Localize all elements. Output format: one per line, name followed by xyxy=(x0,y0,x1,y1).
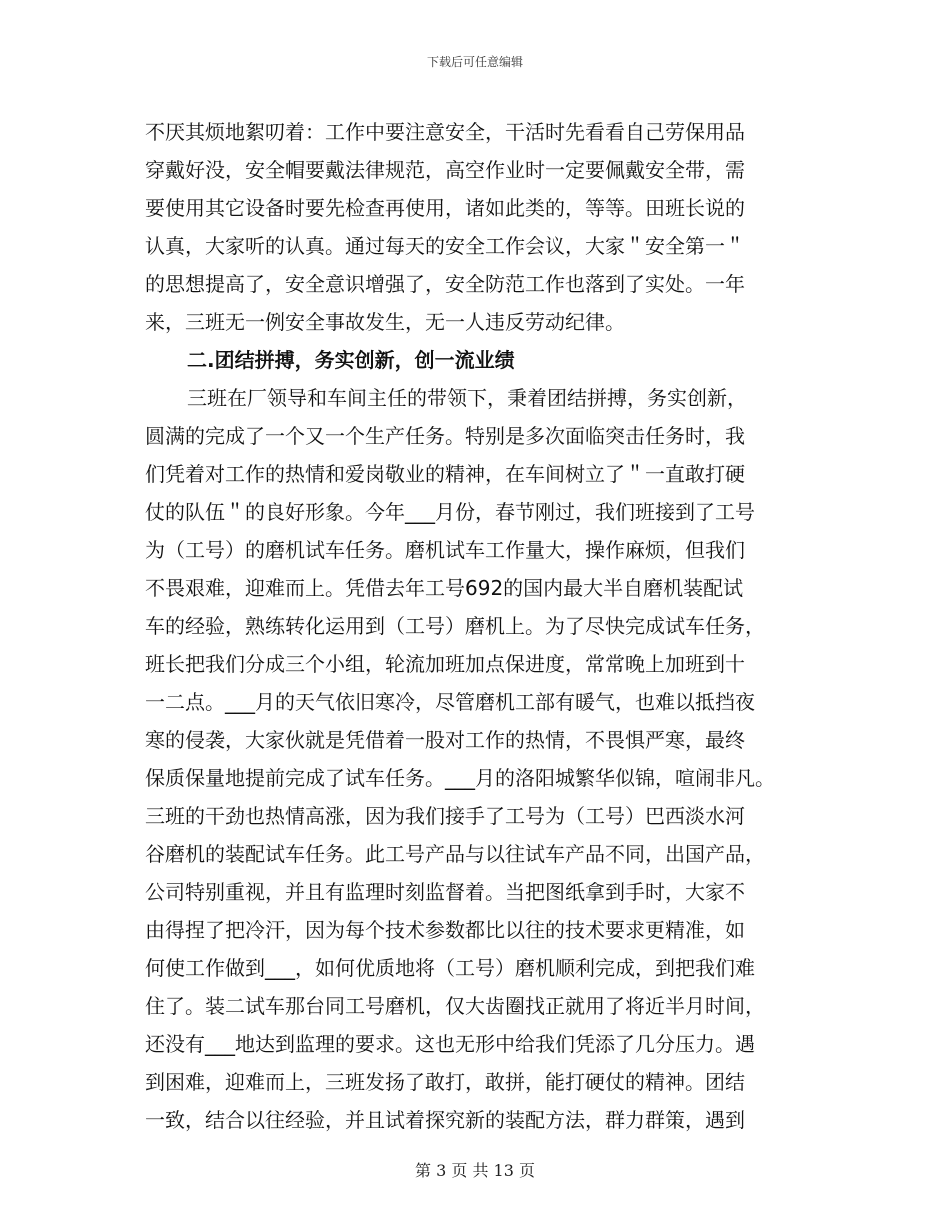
text-line: 三班在厂领导和车间主任的带领下，秉着团结拼搏，务实创新， xyxy=(187,386,747,410)
text-line: 们凭着对工作的热情和爱岗敬业的精神，在车间树立了＂一直敢打硬 xyxy=(145,462,745,486)
text-line: 的思想提高了，安全意识增强了，安全防范工作也落到了实处。一年 xyxy=(145,272,745,296)
section-heading: 二.团结拼搏，务实创新，创一流业绩 xyxy=(187,348,515,372)
header-note: 下载后可任意编辑 xyxy=(426,55,523,69)
text-line: 到困难，迎难而上，三班发扬了敢打，敢拼，能打硬仗的精神。团结 xyxy=(145,1070,745,1094)
text-line: 不畏艰难，迎难而上。凭借去年工号692的国内最大半自磨机装配试 xyxy=(145,576,744,600)
text-line: 公司特别重视，并且有监理时刻监督着。当把图纸拿到手时，大家不 xyxy=(145,880,745,904)
text-line: 为（工号）的磨机试车任务。磨机试车工作量大，操作麻烦，但我们 xyxy=(145,538,745,562)
text-line: 何使工作做到___，如何优质地将（工号）磨机顺利完成，到把我们难 xyxy=(145,956,755,980)
text-line: 谷磨机的装配试车任务。此工号产品与以往试车产品不同，出国产品， xyxy=(145,842,765,866)
text-line: 一致，结合以往经验，并且试着探究新的装配方法，群力群策，遇到 xyxy=(145,1108,745,1132)
text-line: 一二点。___月的天气依旧寒冷，尽管磨机工部有暖气，也难以抵挡夜 xyxy=(145,690,755,714)
page-number: 第 3 页 共 13 页 xyxy=(415,1161,535,1180)
text-line: 仗的队伍＂的良好形象。今年___月份，春节刚过，我们班接到了工号 xyxy=(145,500,755,524)
text-line: 穿戴好没，安全帽要戴法律规范，高空作业时一定要佩戴安全带，需 xyxy=(145,158,745,182)
text-line: 车的经验，熟练转化运用到（工号）磨机上。为了尽快完成试车任务， xyxy=(145,614,765,638)
text-line: 要使用其它设备时要先检查再使用，诸如此类的，等等。田班长说的 xyxy=(145,196,745,220)
text-line: 还没有___地达到监理的要求。这也无形中给我们凭添了几分压力。遇 xyxy=(145,1032,755,1056)
text-line: 住了。装二试车那台同工号磨机，仅大齿圈找正就用了将近半月时间， xyxy=(145,994,765,1018)
text-line: 三班的干劲也热情高涨，因为我们接手了工号为（工号）巴西淡水河 xyxy=(145,804,745,828)
text-line: 圆满的完成了一个又一个生产任务。特别是多次面临突击任务时，我 xyxy=(145,424,745,448)
text-line: 来，三班无一例安全事故发生，无一人违反劳动纪律。 xyxy=(145,310,625,334)
text-line: 不厌其烦地絮叨着：工作中要注意安全，干活时先看看自己劳保用品 xyxy=(145,120,745,144)
text-line: 保质保量地提前完成了试车任务。___月的洛阳城繁华似锦，喧闹非凡。 xyxy=(145,766,775,790)
text-line: 寒的侵袭，大家伙就是凭借着一股对工作的热情，不畏惧严寒，最终 xyxy=(145,728,745,752)
text-line: 由得捏了把冷汗，因为每个技术参数都比以往的技术要求更精准，如 xyxy=(145,918,745,942)
text-line: 班长把我们分成三个小组，轮流加班加点保进度，常常晚上加班到十 xyxy=(145,652,745,676)
text-line: 认真，大家听的认真。通过每天的安全工作会议，大家＂安全第一＂ xyxy=(145,234,745,258)
